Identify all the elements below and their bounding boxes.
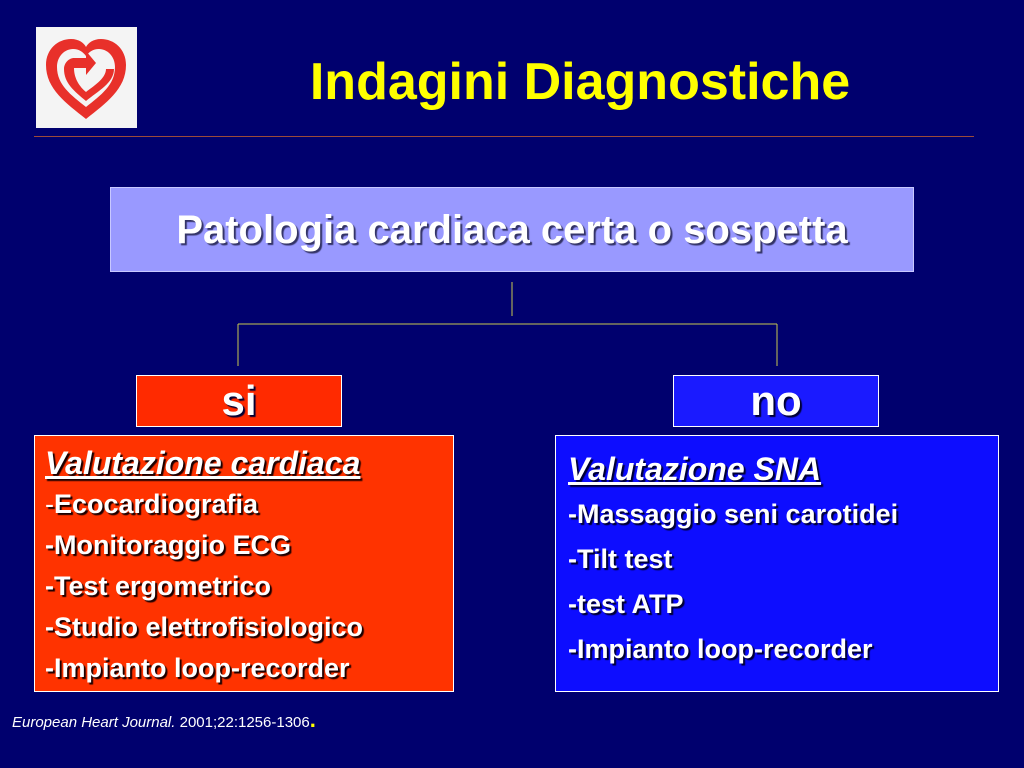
list-item-dash: -: [45, 489, 54, 519]
root-node-label: Patologia cardiaca certa o sospetta: [176, 208, 848, 252]
page-title: Indagini Diagnostiche: [309, 53, 851, 111]
list-item: [45, 484, 453, 525]
list-item: -Studio elettrofisiologico: [45, 612, 363, 642]
list-item: -test ATP: [568, 589, 684, 619]
list-item: -Monitoraggio ECG: [45, 530, 291, 560]
sna-evaluation-panel: [555, 435, 999, 692]
list-item: -Tilt test: [568, 544, 673, 574]
sna-evaluation-heading: Valutazione SNA: [568, 451, 822, 487]
citation-dot: .: [309, 707, 316, 732]
list-item: -Test ergometrico: [45, 571, 272, 601]
citation-journal: European Heart Journal.: [12, 714, 176, 731]
citation: [12, 707, 316, 733]
branch-si-box: [136, 375, 342, 427]
branch-no-label: no: [750, 377, 802, 424]
list-item-text: Ecocardiografia: [54, 489, 259, 519]
list-item: -Massaggio seni carotidei: [568, 499, 899, 529]
cardiac-evaluation-heading: Valutazione cardiaca: [45, 445, 361, 481]
citation-ref: 2001;22:1256-1306: [175, 714, 310, 731]
branch-no-box: [673, 375, 879, 427]
branch-si-label: si: [221, 377, 257, 424]
list-item: -Impianto loop-recorder: [568, 634, 873, 664]
cardiac-evaluation-panel: [34, 435, 454, 692]
list-item: -Impianto loop-recorder: [45, 653, 350, 683]
